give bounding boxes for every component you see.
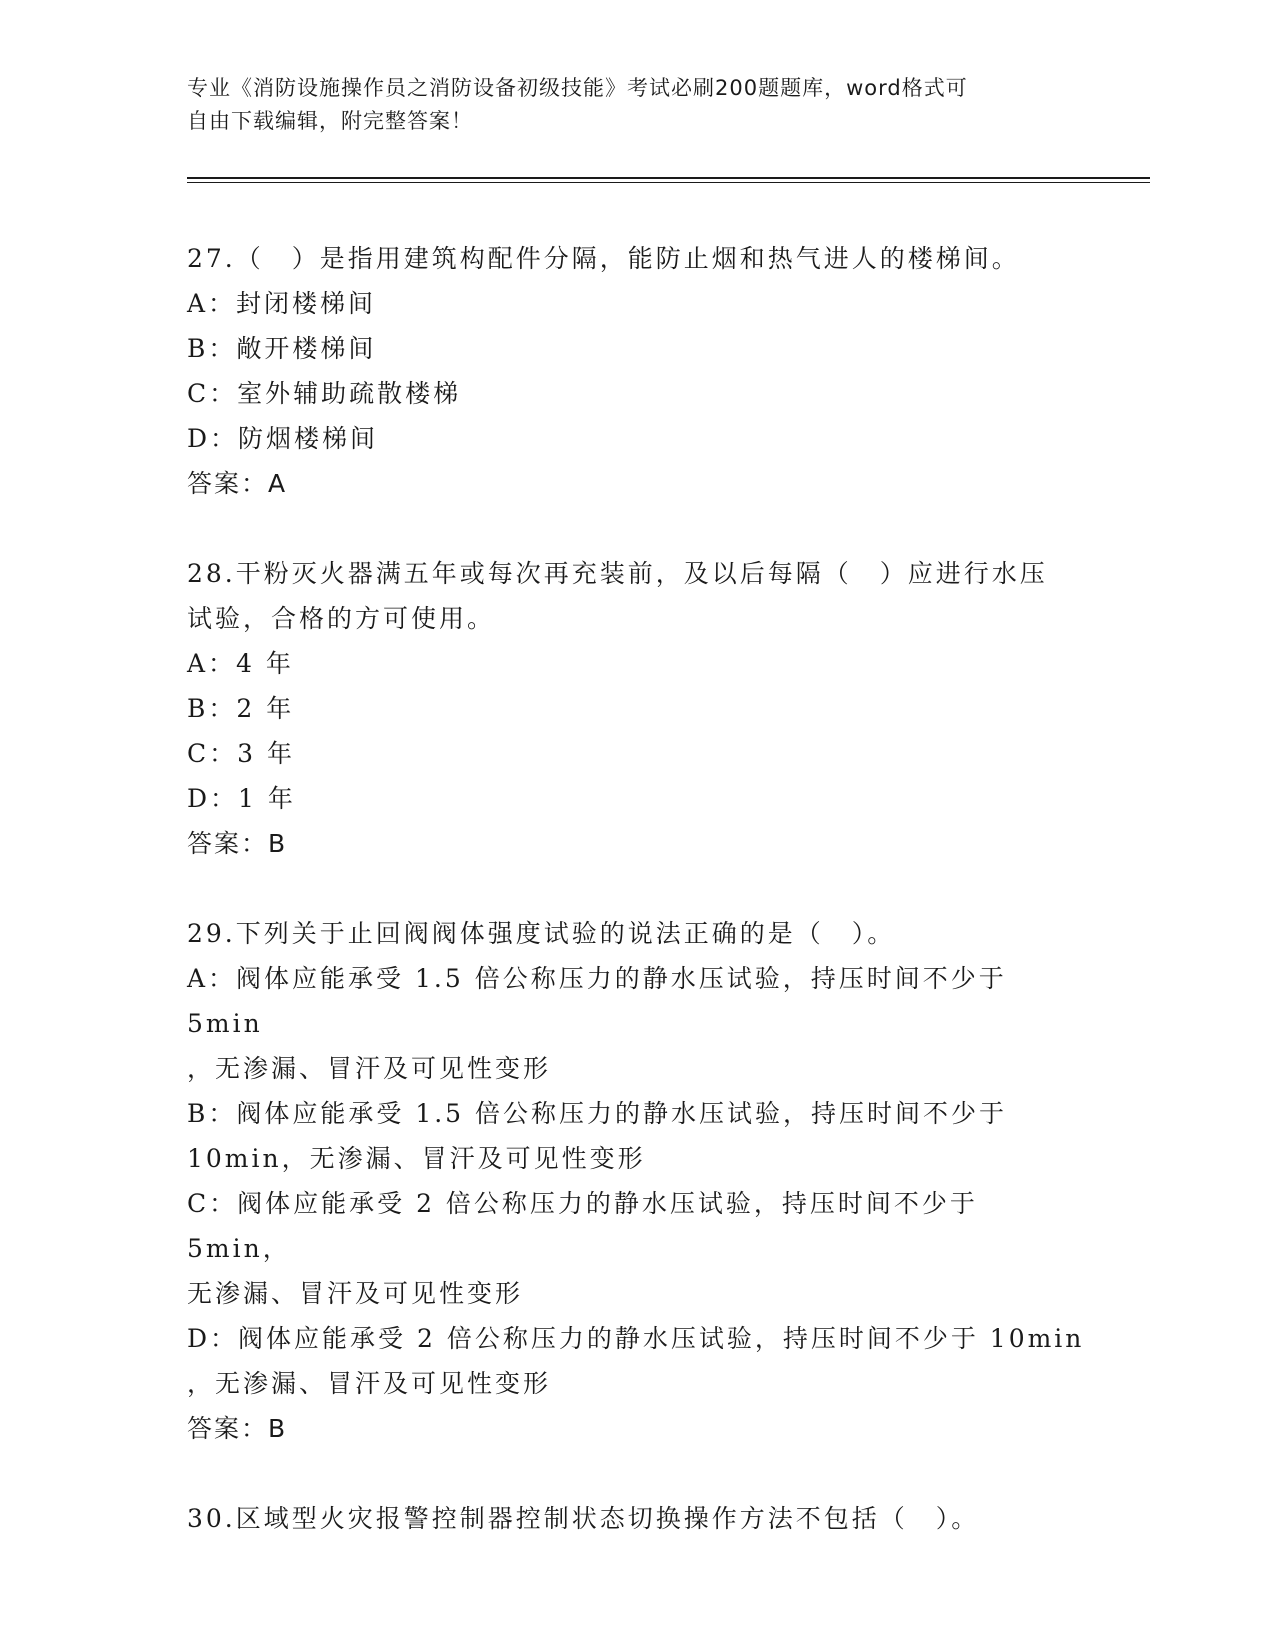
question-stem: 29.下列关于止回阀阀体强度试验的说法正确的是（ ）。 <box>187 919 896 948</box>
question-stem: 27.（ ）是指用建筑构配件分隔，能防止烟和热气进人的楼梯间。 <box>187 244 1020 273</box>
document-header <box>187 72 1087 138</box>
option-a: A：阀体应能承受 1.5 倍公称压力的静水压试验，持压时间不少于 5min <box>187 964 1018 1038</box>
answer-label: 答案：A <box>187 469 288 498</box>
option-b-continued: 10min，无渗漏、冒汗及可见性变形 <box>187 1144 646 1173</box>
option-c: C：3 年 <box>187 739 295 768</box>
answer-label: 答案：B <box>187 829 288 858</box>
question-stem-continued: 试验，合格的方可使用。 <box>187 604 496 633</box>
option-a: A：封闭楼梯间 <box>187 289 377 318</box>
option-d: D：1 年 <box>187 784 296 813</box>
option-b: B：2 年 <box>187 694 295 723</box>
option-b: B：阀体应能承受 1.5 倍公称压力的静水压试验，持压时间不少于 <box>187 1099 1008 1128</box>
option-a-continued: ，无渗漏、冒汗及可见性变形 <box>187 1054 552 1083</box>
option-c-continued: 无渗漏、冒汗及可见性变形 <box>187 1279 524 1308</box>
option-d-continued: ，无渗漏、冒汗及可见性变形 <box>187 1369 552 1398</box>
question-27 <box>187 236 1087 506</box>
option-a: A：4 年 <box>187 649 294 678</box>
header-line-1: 专业《消防设施操作员之消防设备初级技能》考试必刷200题题库，word格式可 <box>187 76 968 100</box>
question-stem: 28.干粉灭火器满五年或每次再充装前，及以后每隔（ ）应进行水压 <box>187 559 1048 588</box>
option-b: B：敞开楼梯间 <box>187 334 377 363</box>
option-d: D：阀体应能承受 2 倍公称压力的静水压试验，持压时间不少于 10min <box>187 1324 1085 1353</box>
question-28 <box>187 551 1087 866</box>
option-c: C：阀体应能承受 2 倍公称压力的静水压试验，持压时间不少于 5min， <box>187 1189 989 1263</box>
header-divider-thick <box>187 177 1150 179</box>
header-line-2: 自由下载编辑，附完整答案！ <box>187 109 473 133</box>
question-list <box>187 236 1087 1586</box>
answer-label: 答案：B <box>187 1414 288 1443</box>
option-d: D：防烟楼梯间 <box>187 424 379 453</box>
header-divider-thin <box>187 182 1150 183</box>
question-30 <box>187 1496 1087 1541</box>
option-c: C：室外辅助疏散楼梯 <box>187 379 462 408</box>
question-stem: 30.区域型火灾报警控制器控制状态切换操作方法不包括（ ）。 <box>187 1504 980 1533</box>
question-29 <box>187 911 1087 1451</box>
